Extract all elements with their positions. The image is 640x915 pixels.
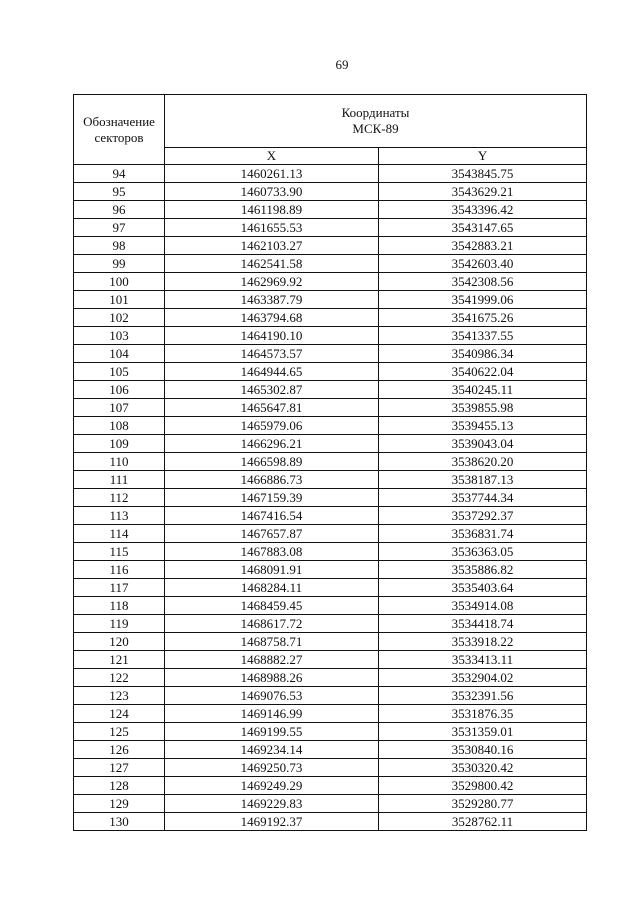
y-cell: 3541337.55 [379, 327, 587, 345]
table-row [74, 381, 587, 399]
x-cell: 1466598.89 [165, 453, 379, 471]
table-row [74, 543, 587, 561]
table-row [74, 273, 587, 291]
x-cell: 1462541.58 [165, 255, 379, 273]
sector-cell: 113 [74, 507, 165, 525]
sector-cell: 129 [74, 795, 165, 813]
x-cell: 1468284.11 [165, 579, 379, 597]
table-row [74, 399, 587, 417]
table-row [74, 741, 587, 759]
sector-cell: 130 [74, 813, 165, 831]
sector-cell: 124 [74, 705, 165, 723]
coordinates-table [73, 94, 587, 831]
x-cell: 1469234.14 [165, 741, 379, 759]
y-cell: 3543396.42 [379, 201, 587, 219]
y-cell: 3543147.65 [379, 219, 587, 237]
x-cell: 1468091.91 [165, 561, 379, 579]
x-cell: 1461655.53 [165, 219, 379, 237]
y-cell: 3536363.05 [379, 543, 587, 561]
sector-cell: 122 [74, 669, 165, 687]
table-row [74, 795, 587, 813]
sector-cell: 117 [74, 579, 165, 597]
table-row [74, 615, 587, 633]
table-row [74, 759, 587, 777]
x-cell: 1469076.53 [165, 687, 379, 705]
y-cell: 3542308.56 [379, 273, 587, 291]
table-row [74, 471, 587, 489]
sector-cell: 110 [74, 453, 165, 471]
table-header [74, 95, 587, 165]
sector-cell: 100 [74, 273, 165, 291]
x-cell: 1468758.71 [165, 633, 379, 651]
table-row [74, 597, 587, 615]
sector-cell: 128 [74, 777, 165, 795]
table-row [74, 705, 587, 723]
y-cell: 3541675.26 [379, 309, 587, 327]
sector-cell: 97 [74, 219, 165, 237]
x-cell: 1465979.06 [165, 417, 379, 435]
sector-cell: 103 [74, 327, 165, 345]
table-row [74, 237, 587, 255]
table-row [74, 255, 587, 273]
table-body [74, 165, 587, 831]
y-cell: 3540245.11 [379, 381, 587, 399]
table-row [74, 291, 587, 309]
table-row [74, 561, 587, 579]
header-sector [74, 95, 165, 165]
y-cell: 3531876.35 [379, 705, 587, 723]
y-cell: 3542603.40 [379, 255, 587, 273]
y-cell: 3534418.74 [379, 615, 587, 633]
header-coordinates [165, 95, 587, 148]
y-cell: 3540986.34 [379, 345, 587, 363]
x-cell: 1469192.37 [165, 813, 379, 831]
sector-cell: 127 [74, 759, 165, 777]
y-cell: 3532904.02 [379, 669, 587, 687]
x-cell: 1467416.54 [165, 507, 379, 525]
y-cell: 3537292.37 [379, 507, 587, 525]
sector-cell: 114 [74, 525, 165, 543]
x-cell: 1469146.99 [165, 705, 379, 723]
x-cell: 1464944.65 [165, 363, 379, 381]
y-cell: 3538620.20 [379, 453, 587, 471]
table-row [74, 723, 587, 741]
sector-cell: 111 [74, 471, 165, 489]
y-cell: 3530840.16 [379, 741, 587, 759]
sector-cell: 116 [74, 561, 165, 579]
table-row [74, 687, 587, 705]
y-cell: 3539043.04 [379, 435, 587, 453]
table-row [74, 345, 587, 363]
table-row [74, 201, 587, 219]
x-cell: 1465647.81 [165, 399, 379, 417]
table-row [74, 165, 587, 183]
table-row [74, 777, 587, 795]
x-cell: 1466886.73 [165, 471, 379, 489]
y-cell: 3531359.01 [379, 723, 587, 741]
page-number: 69 [335, 57, 349, 72]
x-cell: 1461198.89 [165, 201, 379, 219]
x-cell: 1468882.27 [165, 651, 379, 669]
sector-cell: 123 [74, 687, 165, 705]
sector-cell: 98 [74, 237, 165, 255]
table-row [74, 417, 587, 435]
x-cell: 1468617.72 [165, 615, 379, 633]
x-cell: 1463387.79 [165, 291, 379, 309]
sector-cell: 121 [74, 651, 165, 669]
y-cell: 3532391.56 [379, 687, 587, 705]
table-row [74, 489, 587, 507]
table-row [74, 327, 587, 345]
sector-cell: 125 [74, 723, 165, 741]
x-cell: 1465302.87 [165, 381, 379, 399]
sector-cell: 106 [74, 381, 165, 399]
y-cell: 3535886.82 [379, 561, 587, 579]
sector-cell: 126 [74, 741, 165, 759]
sector-cell: 104 [74, 345, 165, 363]
table-row [74, 453, 587, 471]
sector-cell: 95 [74, 183, 165, 201]
header-row-top [74, 95, 587, 148]
y-cell: 3528762.11 [379, 813, 587, 831]
table-row [74, 669, 587, 687]
header-x: X [165, 147, 379, 164]
table-row [74, 363, 587, 381]
x-cell: 1464190.10 [165, 327, 379, 345]
table-row [74, 219, 587, 237]
x-cell: 1469249.29 [165, 777, 379, 795]
x-cell: 1469199.55 [165, 723, 379, 741]
table-row [74, 579, 587, 597]
sector-cell: 101 [74, 291, 165, 309]
sector-cell: 115 [74, 543, 165, 561]
sector-cell: 102 [74, 309, 165, 327]
sector-cell: 109 [74, 435, 165, 453]
sector-cell: 120 [74, 633, 165, 651]
x-cell: 1468988.26 [165, 669, 379, 687]
table-row [74, 183, 587, 201]
y-cell: 3535403.64 [379, 579, 587, 597]
x-cell: 1469229.83 [165, 795, 379, 813]
y-cell: 3540622.04 [379, 363, 587, 381]
table-row [74, 507, 587, 525]
table-row [74, 525, 587, 543]
y-cell: 3541999.06 [379, 291, 587, 309]
sector-cell: 96 [74, 201, 165, 219]
y-cell: 3539855.98 [379, 399, 587, 417]
x-cell: 1462103.27 [165, 237, 379, 255]
x-cell: 1463794.68 [165, 309, 379, 327]
y-cell: 3533918.22 [379, 633, 587, 651]
header-y: Y [379, 147, 587, 164]
y-cell: 3542883.21 [379, 237, 587, 255]
header-coordinates-line1: Координаты [341, 104, 410, 120]
x-cell: 1468459.45 [165, 597, 379, 615]
y-cell: 3536831.74 [379, 525, 587, 543]
y-cell: 3537744.34 [379, 489, 587, 507]
sector-cell: 112 [74, 489, 165, 507]
x-cell: 1469250.73 [165, 759, 379, 777]
y-cell: 3529800.42 [379, 777, 587, 795]
x-cell: 1460261.13 [165, 165, 379, 183]
sector-cell: 119 [74, 615, 165, 633]
sector-cell: 107 [74, 399, 165, 417]
x-cell: 1462969.92 [165, 273, 379, 291]
y-cell: 3529280.77 [379, 795, 587, 813]
header-coordinates-line2: МСК-89 [352, 120, 399, 136]
x-cell: 1467883.08 [165, 543, 379, 561]
y-cell: 3530320.42 [379, 759, 587, 777]
y-cell: 3534914.08 [379, 597, 587, 615]
header-sector-line2: секторов [94, 129, 144, 145]
table-row [74, 651, 587, 669]
table-row [74, 435, 587, 453]
sector-cell: 105 [74, 363, 165, 381]
table-row [74, 309, 587, 327]
sector-cell: 94 [74, 165, 165, 183]
x-cell: 1467159.39 [165, 489, 379, 507]
y-cell: 3538187.13 [379, 471, 587, 489]
x-cell: 1466296.21 [165, 435, 379, 453]
x-cell: 1467657.87 [165, 525, 379, 543]
x-cell: 1460733.90 [165, 183, 379, 201]
sector-cell: 118 [74, 597, 165, 615]
y-cell: 3543629.21 [379, 183, 587, 201]
y-cell: 3533413.11 [379, 651, 587, 669]
sector-cell: 99 [74, 255, 165, 273]
table-row [74, 813, 587, 831]
sector-cell: 108 [74, 417, 165, 435]
table-row [74, 633, 587, 651]
y-cell: 3543845.75 [379, 165, 587, 183]
header-sector-line1: Обозначение [83, 113, 155, 129]
x-cell: 1464573.57 [165, 345, 379, 363]
y-cell: 3539455.13 [379, 417, 587, 435]
